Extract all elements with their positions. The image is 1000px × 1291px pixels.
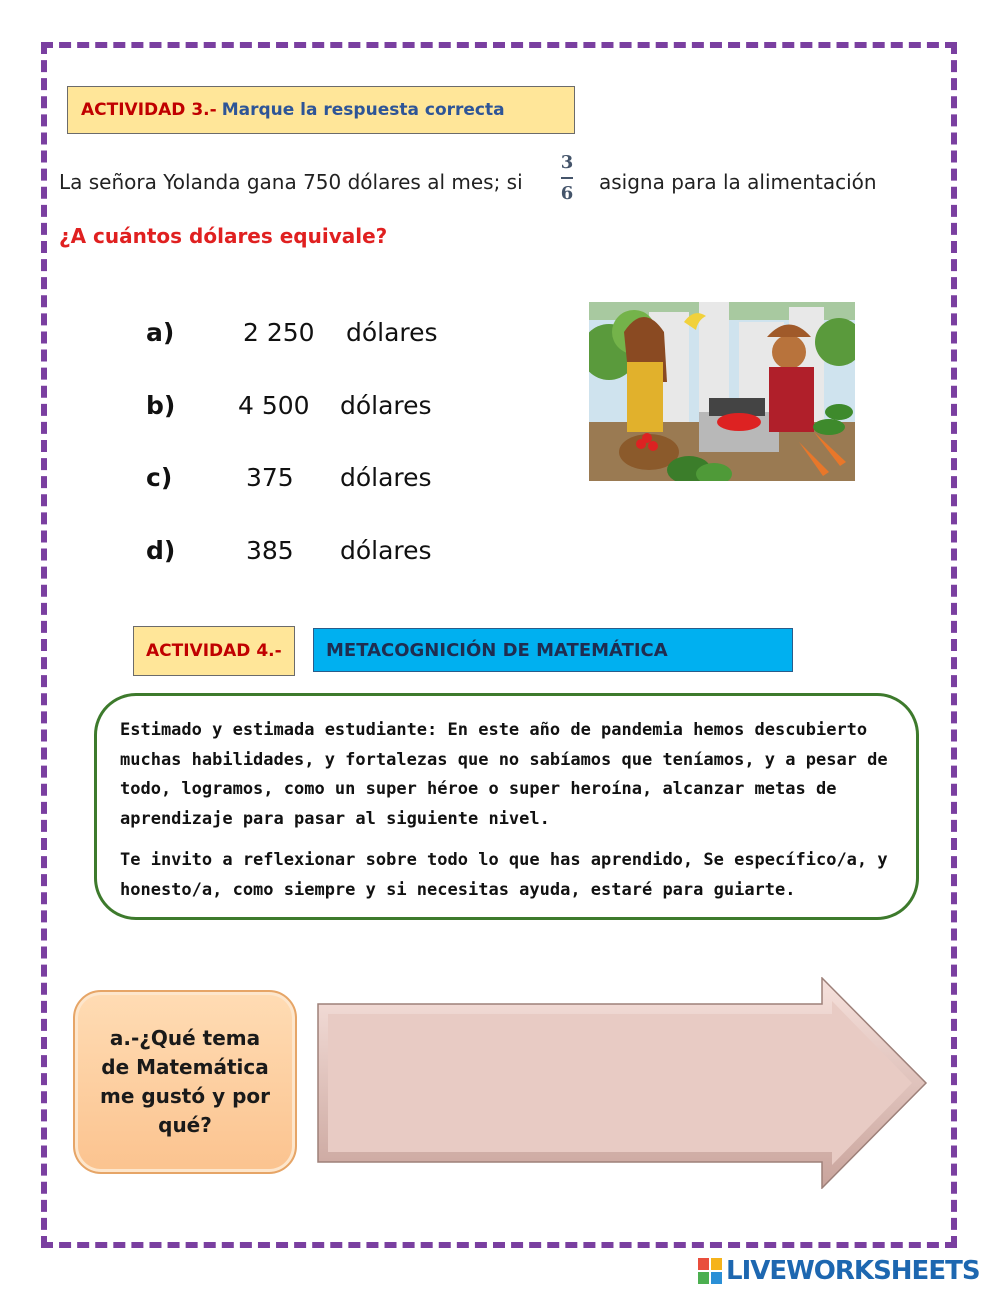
option-value: 4 500 (238, 391, 310, 420)
fraction (557, 152, 577, 204)
activity3-header (67, 86, 575, 134)
message-paragraph-2: Te invito a reflexionar sobre todo lo que has aprendido, Se específico/a, y honesto/a, como siempre y si necesitas ayuda, estaré para guiarte. (120, 850, 888, 900)
lws-logo-icon (698, 1258, 722, 1284)
fraction-numerator: 3 (560, 152, 574, 173)
statement-part1: La señora Yolanda gana 750 dólares al mes; si (59, 170, 523, 194)
market-illustration (589, 302, 855, 481)
option-b[interactable] (146, 387, 506, 427)
option-unit: dólares (340, 391, 432, 420)
option-unit: dólares (340, 536, 432, 565)
activity4-label: ACTIVIDAD 4.- (133, 626, 295, 676)
option-unit: dólares (340, 463, 432, 492)
question-text: ¿A cuántos dólares equivale? (59, 224, 388, 248)
option-value: 2 250 (243, 318, 315, 347)
arrow-shape (316, 977, 928, 1189)
option-unit: dólares (346, 318, 438, 347)
option-a[interactable] (146, 314, 506, 354)
brand-name: LIVEWORKSHEETS (726, 1256, 980, 1286)
activity3-title: ACTIVIDAD 3.- (81, 100, 217, 120)
message-paragraph-1: Estimado y estimada estudiante: En este año de pandemia hemos descubierto muchas habilidades, y fortalezas que no sabíamos que teníamos, y a pesar de todo, logramos, como un super héroe o super heroína, alcanzar metas de aprendizaje para pasar al siguiente nivel. (120, 720, 888, 829)
option-letter: a) (146, 318, 175, 347)
statement-part2: asigna para la alimentación (599, 170, 877, 194)
fraction-denominator: 6 (560, 183, 574, 204)
option-d[interactable] (146, 532, 506, 572)
problem-statement (59, 152, 939, 212)
activity4-title: METACOGNICIÓN DE MATEMÁTICA (313, 628, 793, 672)
teacher-message (94, 693, 919, 920)
market-scene-image (589, 302, 855, 481)
liveworksheets-logo (698, 1256, 998, 1286)
option-letter: b) (146, 391, 176, 420)
reflection-question-card: a.-¿Qué tema de Matemática me gustó y por qué? (73, 990, 297, 1174)
activity3-subtitle: Marque la respuesta correcta (221, 100, 505, 120)
answer-arrow[interactable] (316, 977, 928, 1189)
option-c[interactable] (146, 459, 506, 499)
option-letter: d) (146, 536, 176, 565)
fraction-bar (561, 177, 573, 179)
option-value: 375 (246, 463, 294, 492)
option-letter: c) (146, 463, 173, 492)
option-value: 385 (246, 536, 294, 565)
